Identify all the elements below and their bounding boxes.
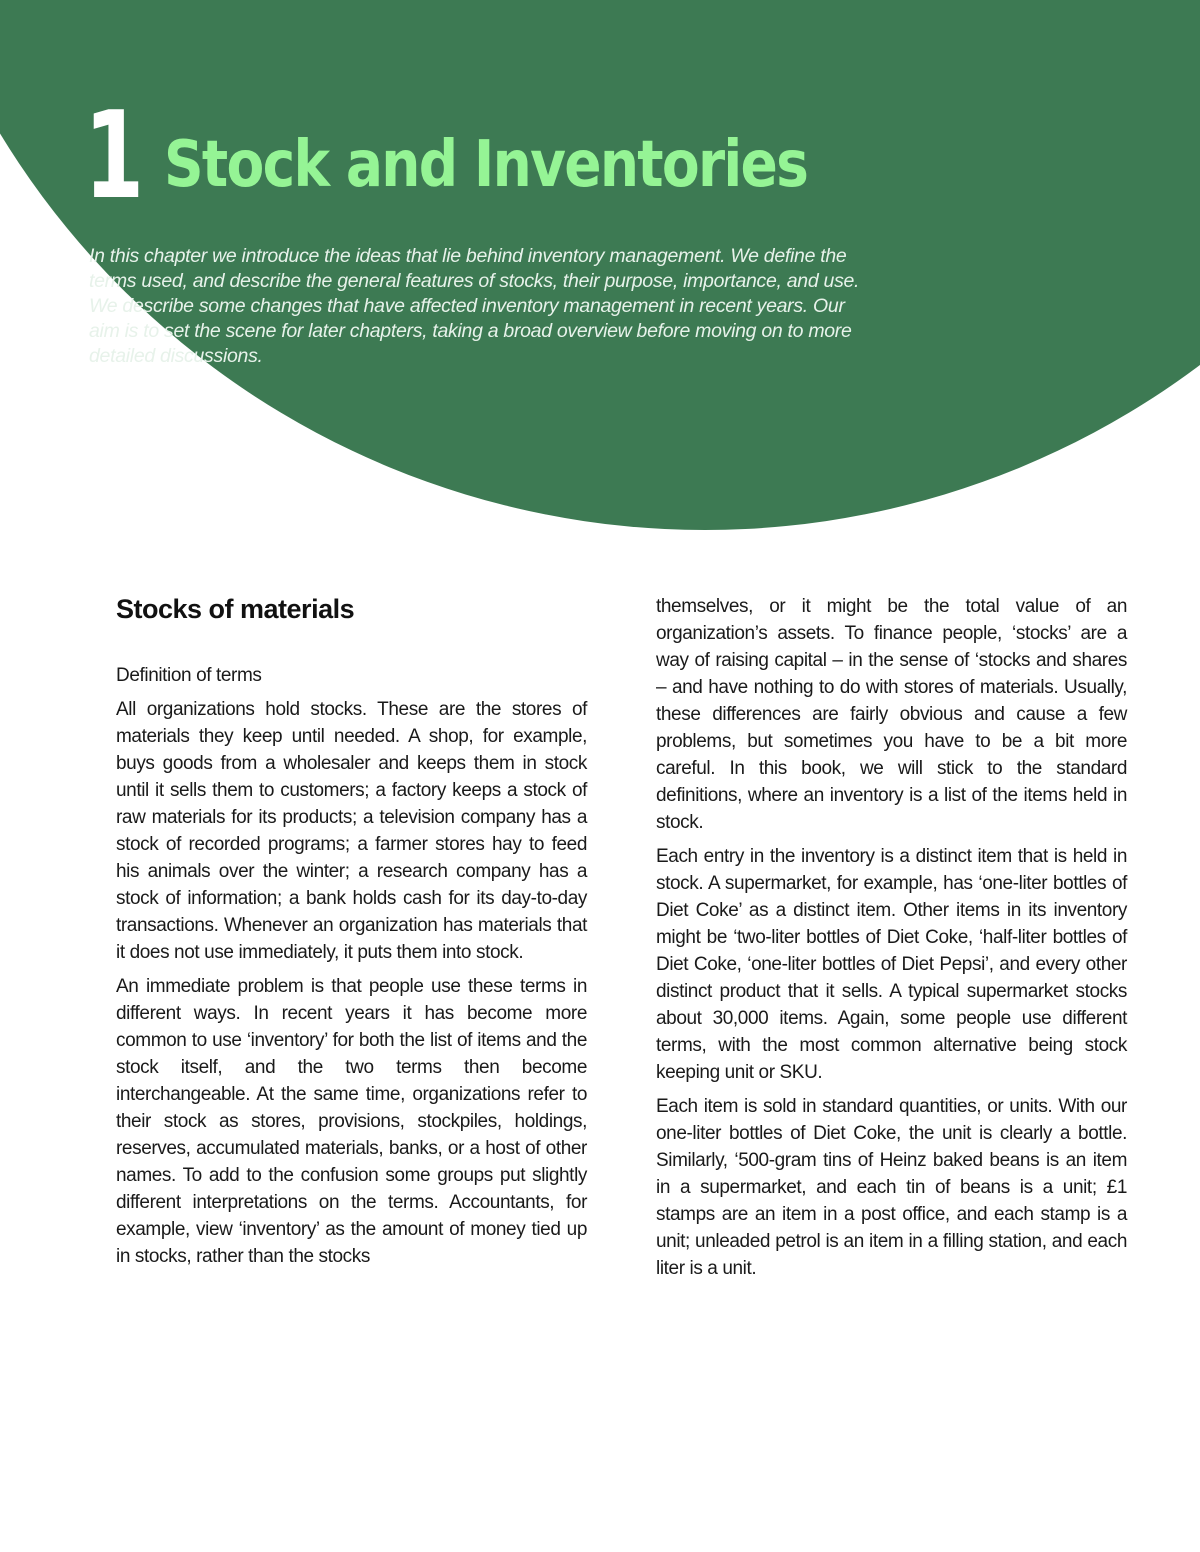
right-column bbox=[656, 593, 1127, 1289]
left-column bbox=[116, 590, 587, 1277]
paragraph: All organizations hold stocks. These are the stores of materials they keep until needed. A shop, for example, buys goods from a wholesaler and keeps them in stock until it sells them to customers; a factory keeps a stock of raw materials for its products; a television company has a stock of recorded programs; a farmer stores hay to feed his animals over the winter; a research company has a stock of information; a bank holds cash for its day-to-day transactions. Whenever an organization has materials that it does not use immediately, it puts them into stock. bbox=[116, 699, 587, 963]
paragraph: themselves, or it might be the total value of an organization’s assets. To finance people, ‘stocks’ are a way of raising capital – in the sense of ‘stocks and shares – and have nothing to do with stores of materials. Usually, these differences are fairly obvious and cause a few problems, but sometimes you have to be a bit more careful. In this book, we will stick to the standard definitions, where an inventory is a list of the items held in stock. bbox=[656, 596, 1127, 833]
chapter-title: Stock and Inventories bbox=[164, 127, 808, 202]
chapter-intro: In this chapter we introduce the ideas that lie behind inventory management. We define the terms used, and describe the general features of stocks, their purpose, importance, and use. We describe some changes that have affected inventory management in recent years. Our aim is to set the scene for later chapters, taking a broad overview before moving on to more detailed discussions. bbox=[89, 245, 860, 367]
paragraph: Each entry in the inventory is a distinct item that is held in stock. A supermarket, for example, has ‘one-liter bottles of Diet Coke’ as a distinct item. Other items in its inventory might be ‘two-liter bottles of Diet Coke, ‘half-liter bottles of Diet Coke, ‘one-liter bottles of Diet Pepsi’, and every other distinct product that it sells. A typical supermarket stocks about 30,000 items. Again, some people use different terms, with the most common alternative being stock keeping unit or SKU. bbox=[656, 846, 1127, 1083]
chapter-header bbox=[84, 86, 912, 226]
paragraph: Each item is sold in standard quantities, or units. With our one-liter bottles of Diet Coke, the unit is clearly a bottle. Similarly, ‘500-gram tins of Heinz baked beans is an item in a supermarket, and each tin of beans is a unit; £1 stamps are an item in a post office, and each stamp is a unit; unleaded petrol is an item in a filling station, and each liter is a unit. bbox=[656, 1096, 1127, 1279]
chapter-number: 1 bbox=[84, 86, 142, 226]
section-heading: Stocks of materials bbox=[116, 594, 355, 624]
paragraph: An immediate problem is that people use these terms in different ways. In recent years it has become more common to use ‘inventory’ for both the list of items and the stock itself, and the two terms then become interchangeable. At the same time, organizations refer to their stock as stores, provisions, stockpiles, holdings, reserves, accumulated materials, banks, or a host of other names. To add to the confusion some groups put slightly different interpretations on the terms. Accountants, for example, view ‘inventory’ as the amount of money tied up in stocks, rather than the stocks bbox=[116, 976, 587, 1267]
subheading: Definition of terms bbox=[116, 665, 262, 686]
